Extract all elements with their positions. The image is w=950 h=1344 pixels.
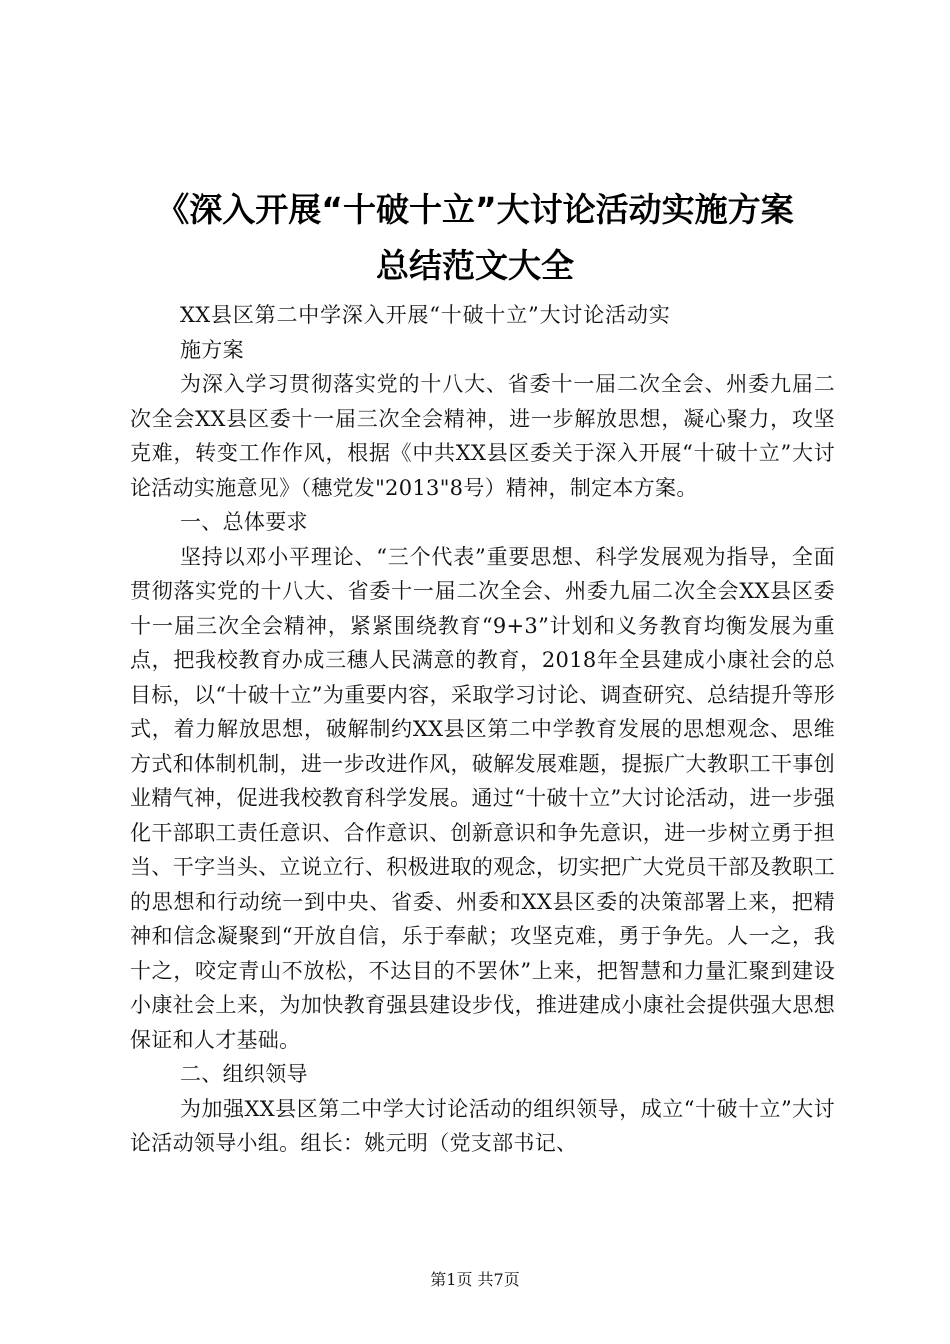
document-title-line-2: 总结范文大全 <box>376 246 574 285</box>
section-heading-organization: 二、组织领导 <box>180 1062 308 1086</box>
document-body <box>130 298 835 1161</box>
paragraph-intro: 为深入学习贯彻落实党的十八大、省委十一届二次全会、州委九届二次全会XX县区委十一届三次全会精神，进一步解放思想，凝心聚力，攻坚克难，转变工作作风，根据《中共XX县区委关于深入开展“十破十立”大讨论活动实施意见》（穗党发"2013"8号）精神，制定本方案。 <box>130 372 835 500</box>
page-number-footer: 第1页 共7页 <box>430 1270 520 1289</box>
document-title-line-1: 《深入开展“十破十立”大讨论活动实施方案 <box>156 190 794 229</box>
document-subtitle: XX县区第二中学深入开展“十破十立”大讨论活动实施方案 <box>180 303 670 362</box>
paragraph-organization: 为加强XX县区第二中学大讨论活动的组织领导，成立“十破十立”大讨论活动领导小组。组长：姚元明（党支部书记、 <box>130 1096 835 1155</box>
paragraph-general-requirements: 坚持以邓小平理论、“三个代表”重要思想、科学发展观为指导，全面贯彻落实党的十八大、省委十一届二次全会、州委九届二次全会XX县区委十一届三次全会精神，紧紧围绕教育“9+3”计划和义务教育均衡发展为重点，把我校教育办成三穗人民满意的教育，2018年全县建成小康社会的总目标，以“十破十立”为重要内容，采取学习讨论、调查研究、总结提升等形式，着力解放思想，破解制约XX县区第二中学教育发展的思想观念、思维方式和体制机制，进一步改进作风，破解发展难题，提振广大教职工干事创业精气神，促进我校教育科学发展。通过“十破十立”大讨论活动，进一步强化干部职工责任意识、合作意识、创新意识和争先意识，进一步树立勇于担当、干字当头、立说立行、积极进取的观念，切实把广大党员干部及教职工的思想和行动统一到中央、省委、州委和XX县区委的决策部署上来，把精神和信念凝聚到“开放自信，乐于奉献；攻坚克难，勇于争先。人一之，我十之，咬定青山不放松，不达目的不罢休”上来，把智慧和力量汇聚到建设小康社会上来，为加快教育强县建设步伐，推进建成小康社会提供强大思想保证和人才基础。 <box>130 544 835 1052</box>
section-heading-general-requirements: 一、总体要求 <box>180 510 308 534</box>
